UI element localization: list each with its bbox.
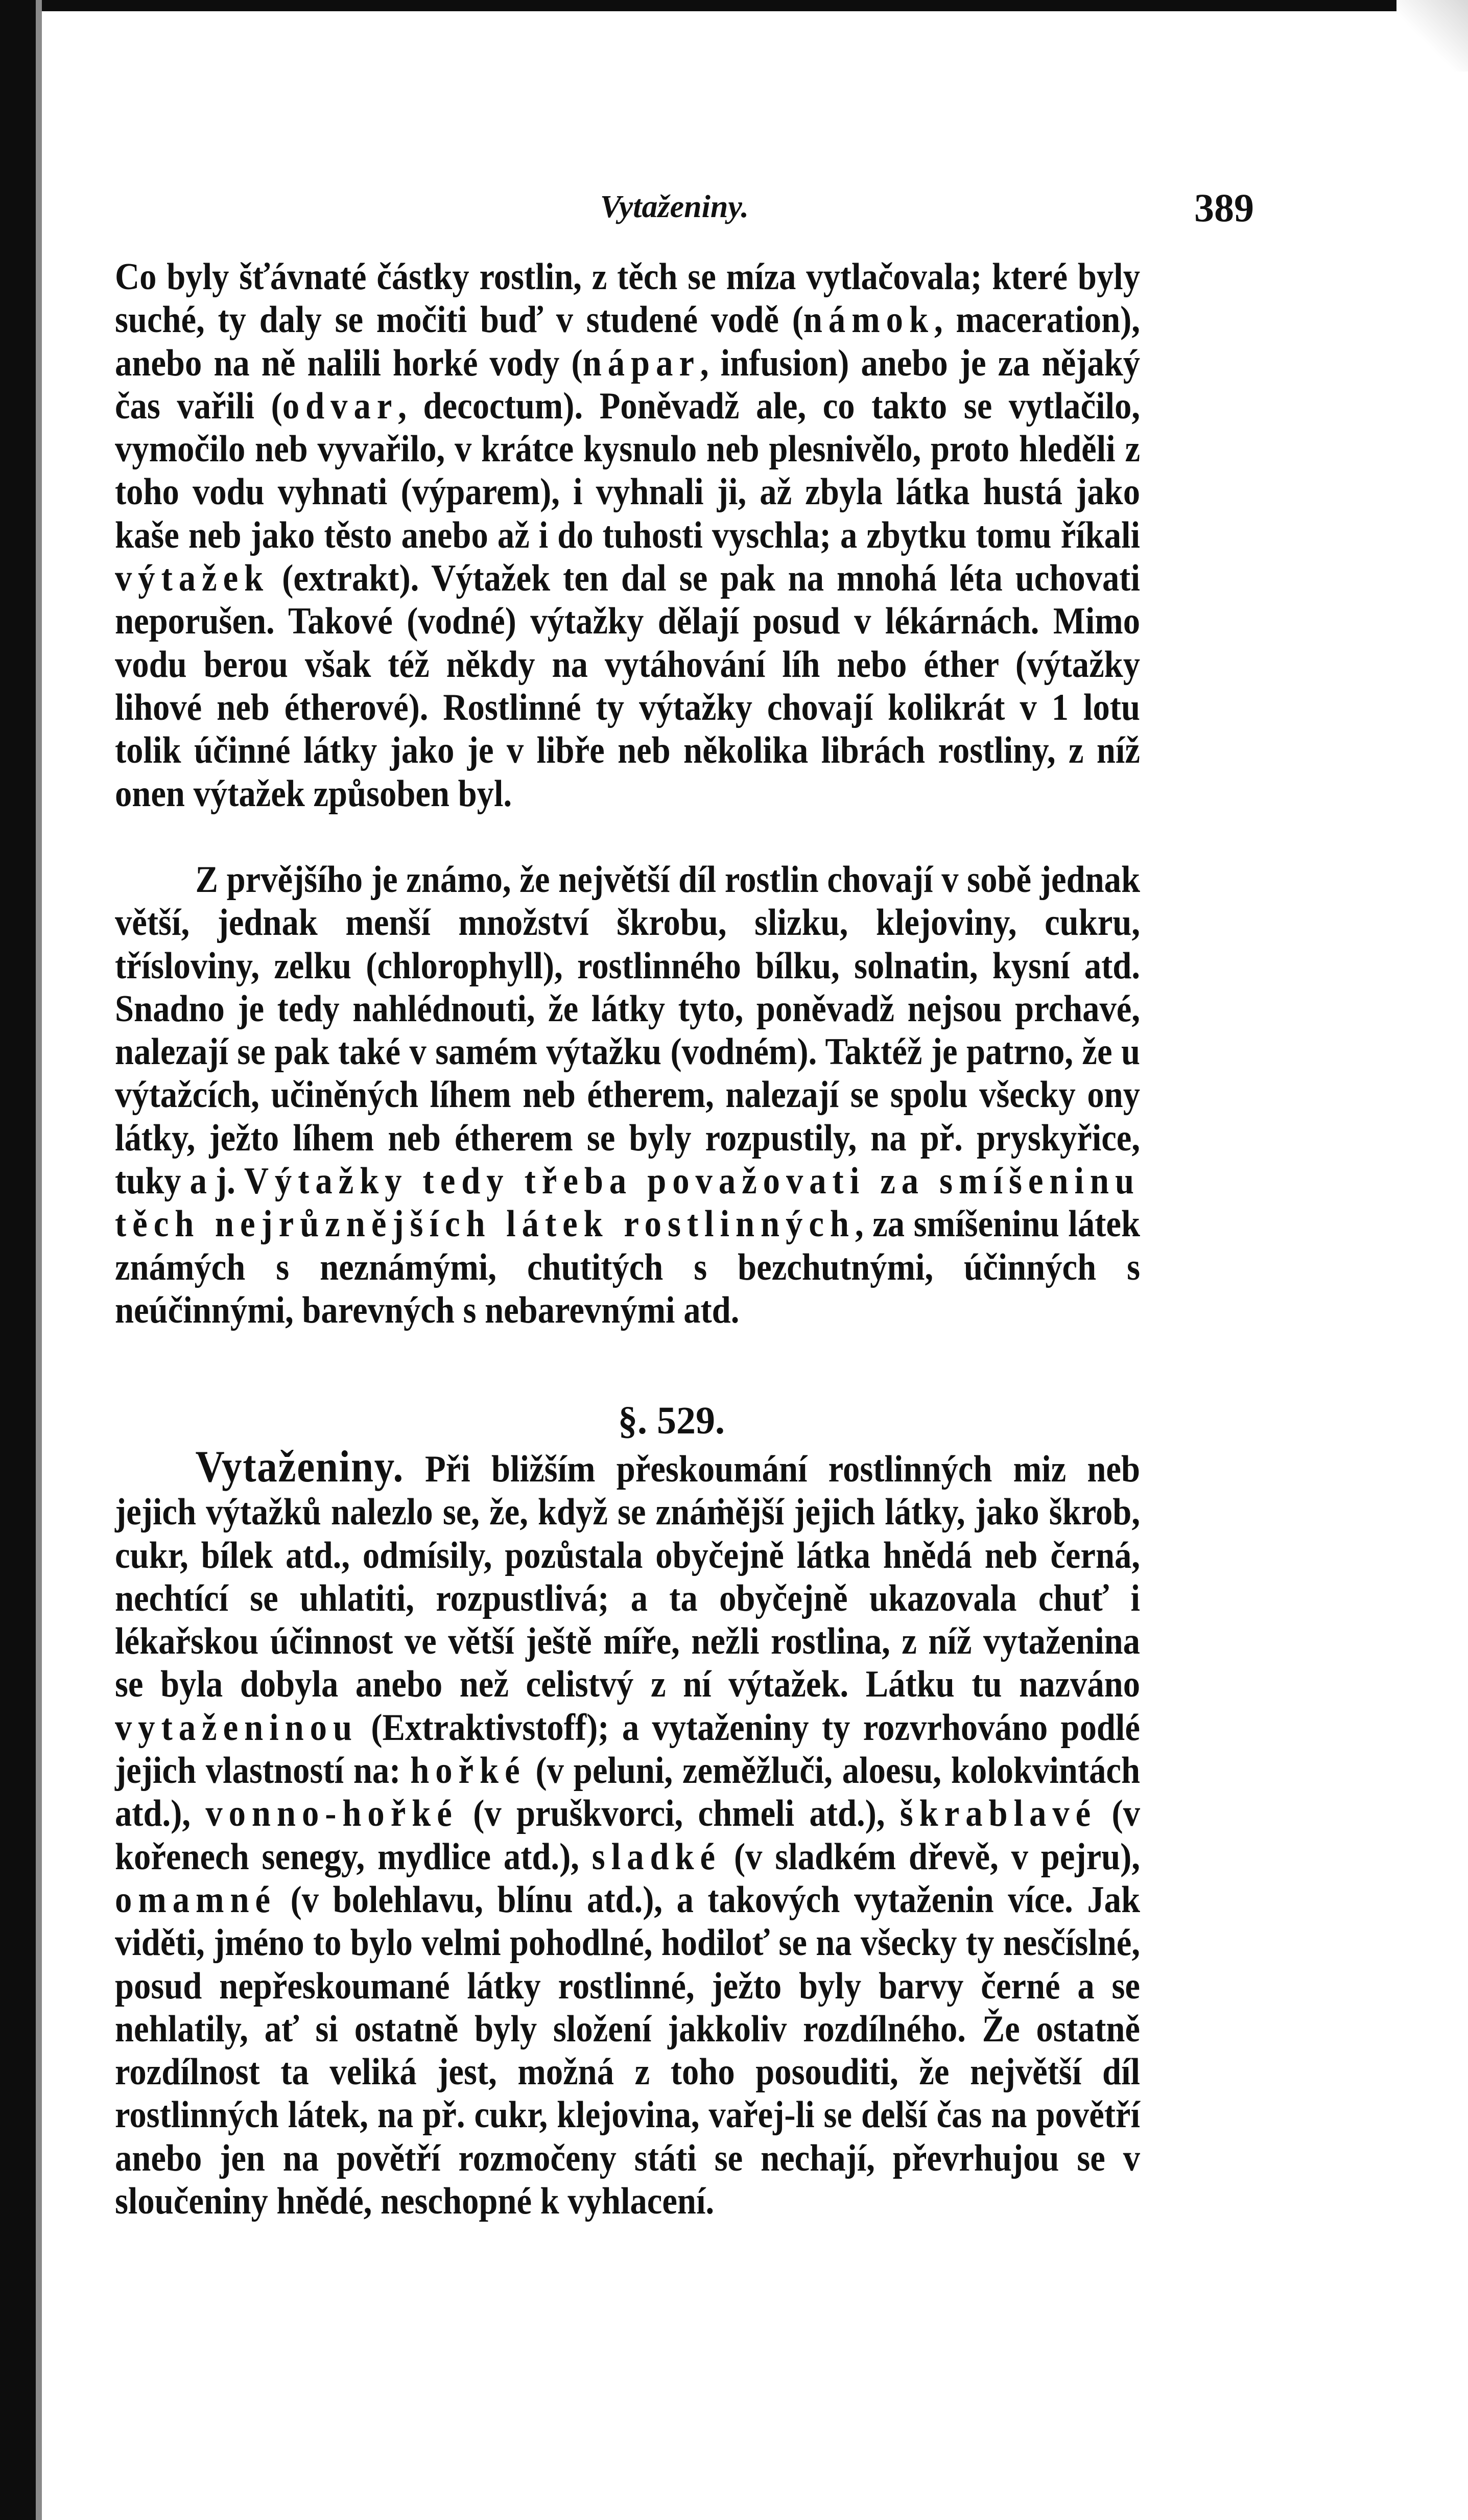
section-heading: §. 529. [618, 1399, 725, 1442]
text-run: , za smíšeninu látek známých s neznámými, chutitých s bezchutnými, účinných s neúčinnými, barevných s nebarevnými atd. [115, 1203, 1141, 1331]
scan-edge-top [0, 0, 1468, 11]
text-run: , maceration), anebo na ně nalili horké vody ( [115, 299, 1140, 384]
section-term: Vytaženiny. [195, 1442, 404, 1492]
scan-edge-shadow [36, 0, 42, 2520]
spaced-emphasis: Výtažky tedy třeba považovati za smíšeninu těch nejrůznějších látek rostlinných [115, 1160, 1140, 1245]
spaced-term: škrablavé [899, 1793, 1097, 1835]
paragraph-vytazeniny [115, 1442, 1141, 2223]
text-run: (v peluni, zeměžluči, aloesu, kolokvintách atd.), [115, 1750, 1140, 1835]
text-run: (v sladkém dřevě, v pejru), [721, 1835, 1140, 1878]
text-run: (extrakt). Výtažek ten dal se pak na mnohá léta uchovati neporušen. Takové (vodné) výtažky dělají posud v lékárnách. Mimo vodu berou však též někdy na vytáhování líh nebo éther (výtažky lihové neb étherové). Rostlinné ty výtažky chovají kolikrát v 1 lotu tolik účinné látky jako je v libře neb několika librách rostliny, z níž onen výtažek způsoben byl. [115, 557, 1140, 815]
paragraph-extracts-intro [115, 255, 1140, 815]
spaced-term: výtažek [115, 557, 270, 600]
text-run: Při bližším přeskoumání rostlinných miz neb jejich výtažků nalezlo se, že, když se znáṁější jejich látky, jako škrob, cukr, bílek atd., odmísily, pozůstala obyčejně látka hnědá neb černá, nechtící se uhlatiti, rozpustlivá; a ta obyčejně ukazovala chuť i lékařskou účinnost ve větší ještě míře, nežli rostlina, z níž vytaženina se byla dobyla anebo než celistvý z ní výtažek. Látku tu nazváno [115, 1448, 1141, 1706]
spaced-term: odvar [282, 385, 398, 427]
page-corner-fold [1396, 0, 1468, 72]
spaced-term: vonno-hořké [205, 1793, 458, 1835]
text-run: , decoctum). Poněvadž ale, co takto se vytlačilo, vymočilo neb vyvařilo, v krátce kysnulo neb plesnivělo, proto hleděli z toho vodu vyhnati (výparem), i vyhnali ji, až zbyla látka hustá jako kaše neb jako těsto anebo až i do tuhosti vyschla; a zbytku tomu říkali [115, 385, 1141, 556]
spaced-term: námok [803, 299, 934, 341]
spaced-term: omamné [115, 1878, 277, 1921]
text-run: , infusion) anebo je za nějaký čas vařili ( [115, 342, 1140, 427]
text-run: Z prvějšího je známo, že největší díl rostlin chovají v sobě jednak větší, jednak menší množství škrobu, slizku, klejoviny, cukru, třísloviny, zelku (chlorophyll), rostlinného bílku, solnatin, kysní atd. Snadno je tedy nahlédnouti, že látky tyto, poněvadž nejsou prchavé, nalezají se pak také v samém výtažku (vodném). Taktéž je patrno, že u výtažcích, učiněných líhem neb étherem, nalezají se spolu všecky ony látky, ježto líhem neb étherem se byly rozpustily, na př. pryskyřice, tuky a j. [115, 859, 1140, 1203]
running-title: Vytaženiny. [600, 190, 749, 224]
text-run: (v bolehlavu, blínu atd.), a takových vytaženin více. Jak viděti, jméno to bylo velmi pohodlné, hodiloť se na všecky ty nesčíslné, posud nepřeskoumané látky rostlinné, ježto byly barvy černé a se nehlatily, ať si ostatně byly složení jakkoliv rozdílného. Že ostatně rozdílnost ta veliká jest, možná z toho posouditi, že největší díl rostlinných látek, na př. cukr, klejovina, vařej-li se delší čas na povětří anebo jen na povětří rozmočeny státi se nechají, převrhujou se v sloučeniny hnědé, neschopné k vyhlacení. [115, 1878, 1140, 2223]
spaced-term: hořké [410, 1750, 526, 1792]
text-run: (v pruškvorci, chmeli atd.), [458, 1793, 900, 1835]
page-header [115, 185, 1254, 231]
spaced-term: nápar [582, 342, 700, 384]
page-number: 389 [1194, 185, 1254, 230]
scan-edge-left [0, 0, 36, 2520]
text-run: (v kořenech senegy, mydlice atd.), [115, 1793, 1140, 1878]
spaced-term: vytaženinou [115, 1706, 359, 1749]
text-run: Co byly šťávnaté částky rostlin, z těch se míza vytlačovala; které byly suché, ty daly se močiti buď v studené vodě ( [115, 256, 1140, 341]
text-run: (Extraktivstoff); a vytaženiny ty rozvrhováno podlé jejich vlastností na: [115, 1706, 1140, 1792]
spaced-term: sladké [591, 1835, 722, 1878]
paragraph-extract-composition [115, 858, 1140, 1332]
